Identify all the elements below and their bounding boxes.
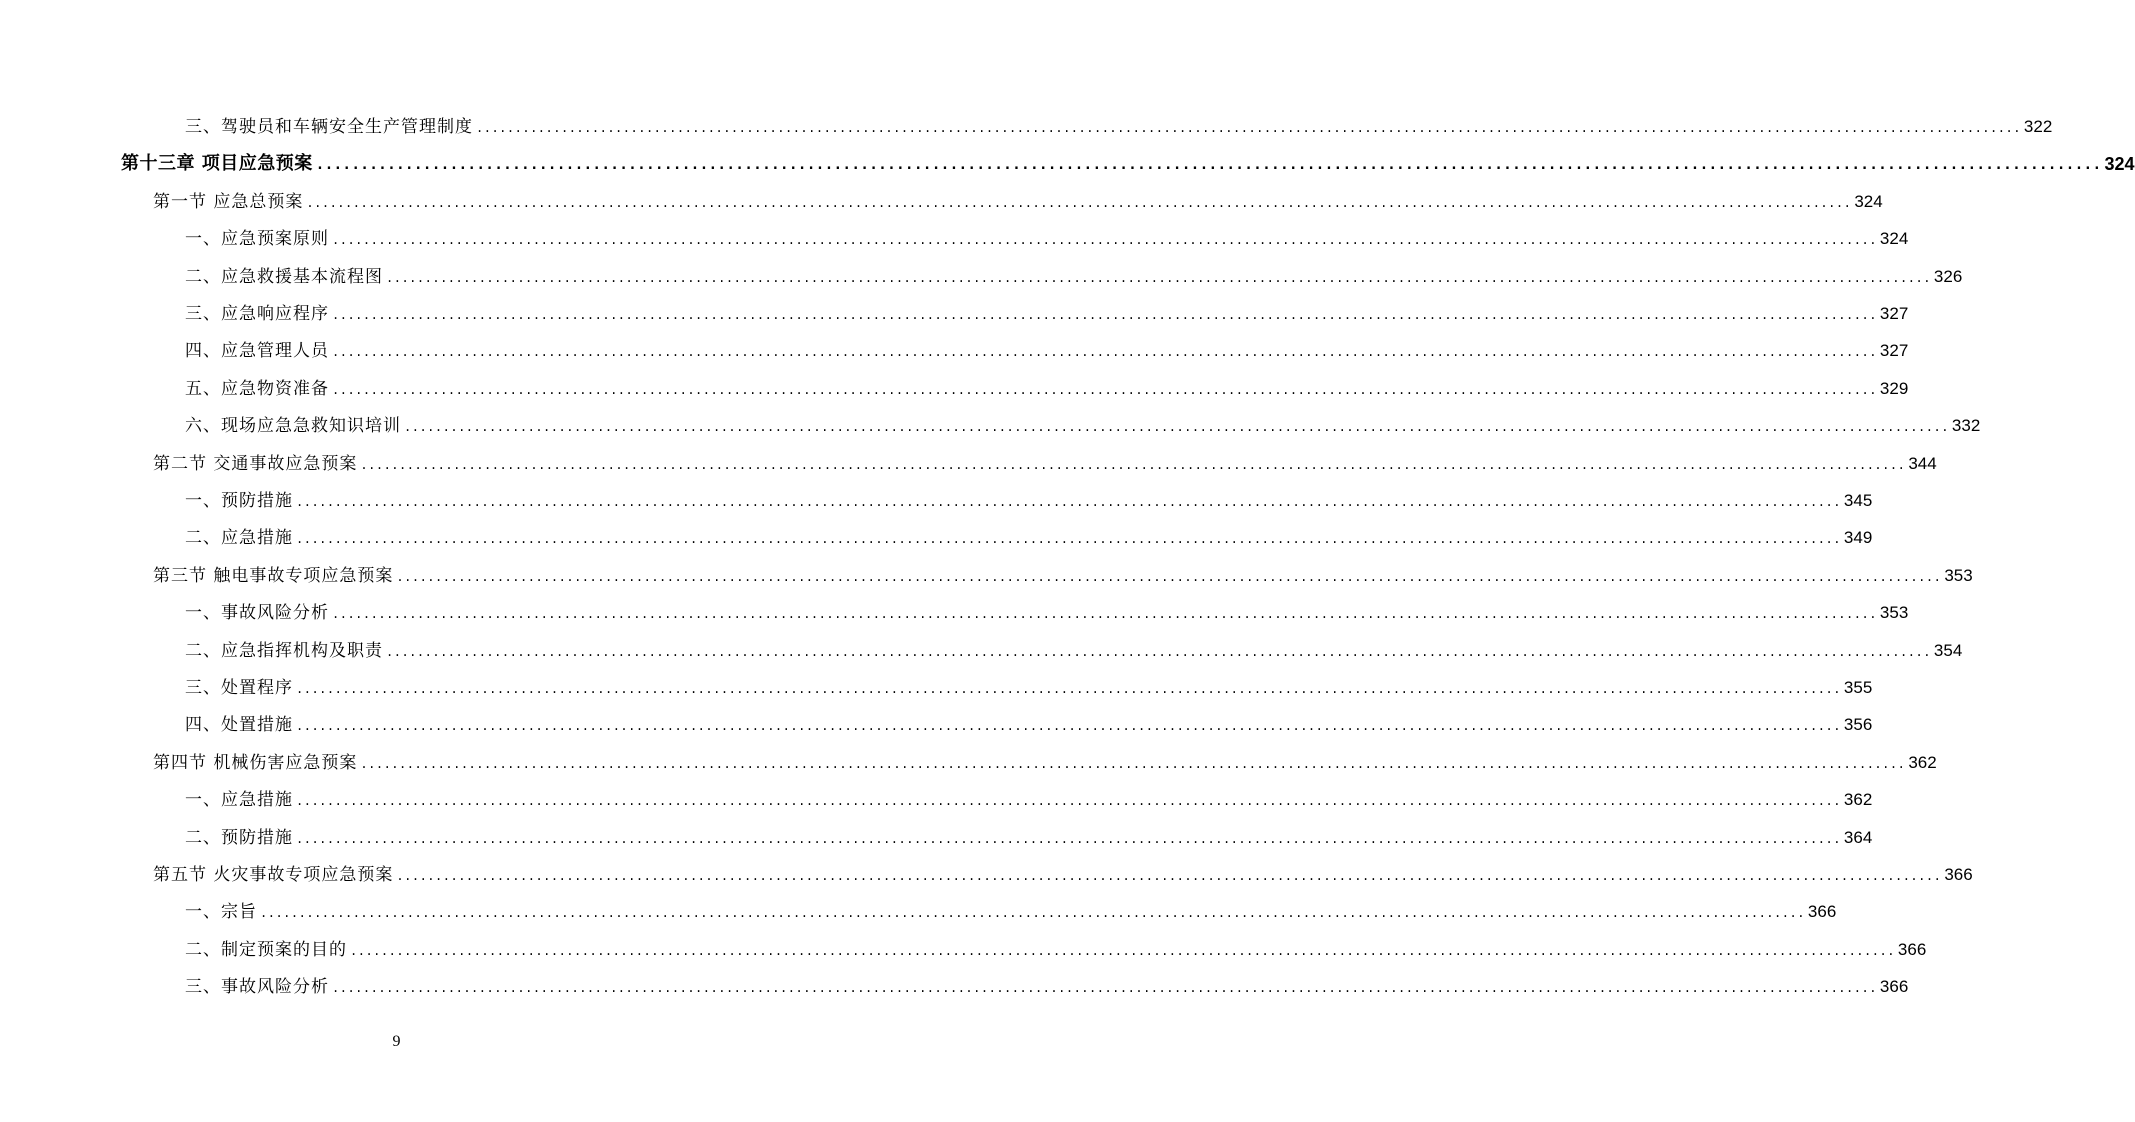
dot-leader: ........................................................................................................................................................................................................ bbox=[332, 607, 1877, 622]
dot-leader: ........................................................................................................................................................................................................ bbox=[332, 981, 1877, 996]
toc-entry[interactable] bbox=[185, 661, 1873, 698]
toc-entry-page: 354 bbox=[1933, 640, 1963, 660]
dot-leader: ........................................................................................................................................................................................................ bbox=[306, 195, 1852, 210]
toc-entry[interactable] bbox=[153, 437, 1937, 474]
toc-entry[interactable] bbox=[153, 736, 1937, 773]
toc-entry-title: 三、驾驶员和车辆安全生产管理制度 bbox=[185, 117, 473, 137]
toc-entry-page: 356 bbox=[1843, 715, 1873, 735]
toc-entry[interactable] bbox=[185, 212, 1909, 250]
toc-entry-title: 二、应急措施 bbox=[185, 528, 293, 549]
dot-leader: ........................................................................................................................................................................................................ bbox=[476, 121, 2021, 135]
toc-entry-title: 第三节 触电事故专项应急预案 bbox=[153, 565, 394, 586]
dot-leader: ........................................................................................................................................................................................................ bbox=[315, 157, 2102, 174]
toc-entry-title: 一、应急措施 bbox=[185, 790, 293, 811]
toc-entry-title: 三、应急响应程序 bbox=[185, 304, 329, 324]
toc-entry-page: 324 bbox=[1854, 191, 1883, 211]
dot-leader: ........................................................................................................................................................................................................ bbox=[296, 794, 1841, 809]
toc-entry[interactable] bbox=[185, 923, 1927, 960]
toc-entry-title: 二、制定预案的目的 bbox=[185, 939, 347, 960]
toc-entry[interactable] bbox=[185, 885, 1837, 923]
toc-entry-page: 344 bbox=[1908, 453, 1937, 473]
dot-leader: ........................................................................................................................................................................................................ bbox=[296, 682, 1841, 696]
toc-entry-page: 366 bbox=[1807, 902, 1837, 922]
toc-entry-title: 一、宗旨 bbox=[185, 902, 257, 923]
toc-entry-page: 327 bbox=[1879, 341, 1909, 361]
dot-leader: ........................................................................................................................................................................................................ bbox=[332, 308, 1877, 322]
toc-entry[interactable] bbox=[185, 474, 1873, 511]
toc-entry-title: 四、处置措施 bbox=[185, 715, 293, 736]
toc-entry-title: 六、现场应急急救知识培训 bbox=[185, 416, 401, 437]
dot-leader: ........................................................................................................................................................................................................ bbox=[360, 756, 1906, 771]
toc-entry[interactable] bbox=[153, 549, 1973, 586]
toc-entry-title: 二、应急指挥机构及职责 bbox=[185, 640, 383, 661]
toc-entry-title: 二、应急救援基本流程图 bbox=[185, 266, 383, 287]
dot-leader: ........................................................................................................................................................................................................ bbox=[350, 943, 1895, 958]
toc-entry[interactable] bbox=[185, 324, 1909, 362]
dot-leader: ........................................................................................................................................................................................................ bbox=[386, 644, 1931, 659]
toc-entry-page: 366 bbox=[1897, 939, 1927, 959]
dot-leader: ........................................................................................................................................................................................................ bbox=[296, 831, 1841, 846]
toc-entry-page: 366 bbox=[1879, 977, 1909, 997]
toc-entry[interactable] bbox=[185, 287, 1909, 324]
toc-entry-title: 三、处置程序 bbox=[185, 678, 293, 698]
toc-entry-page: 366 bbox=[1944, 865, 1973, 884]
toc-entry-page: 345 bbox=[1843, 491, 1873, 510]
toc-entry-page: 326 bbox=[1933, 266, 1963, 286]
toc-entry-title: 五、应急物资准备 bbox=[185, 378, 329, 399]
dot-leader: ........................................................................................................................................................................................................ bbox=[396, 569, 1942, 584]
toc-entry-page: 322 bbox=[2023, 117, 2053, 136]
toc-entry-page: 353 bbox=[1944, 565, 1973, 585]
page-number: 9 bbox=[392, 1033, 401, 1050]
dot-leader: ........................................................................................................................................................................................................ bbox=[360, 457, 1906, 472]
toc-entry-title: 四、应急管理人员 bbox=[185, 341, 329, 362]
dot-leader: ........................................................................................................................................................................................................ bbox=[332, 233, 1877, 248]
toc-entry-title: 第二节 交通事故应急预案 bbox=[153, 453, 358, 474]
toc-entry-page: 329 bbox=[1879, 378, 1909, 398]
toc-entry-title: 第一节 应急总预案 bbox=[153, 191, 304, 212]
toc-entry-title: 第十三章 项目应急预案 bbox=[121, 153, 313, 175]
dot-leader: ........................................................................................................................................................................................................ bbox=[296, 719, 1841, 734]
toc-entry-title: 一、预防措施 bbox=[185, 491, 293, 511]
toc-entry-page: 327 bbox=[1879, 304, 1909, 323]
toc-entry-title: 一、应急预案原则 bbox=[185, 229, 329, 250]
toc-entry-page: 349 bbox=[1843, 528, 1873, 548]
toc-entry[interactable] bbox=[153, 175, 1883, 212]
toc-entry[interactable] bbox=[185, 586, 1909, 624]
toc-entry[interactable] bbox=[185, 511, 1873, 549]
toc-entry-page: 362 bbox=[1908, 752, 1937, 772]
toc-entry-title: 第五节 火灾事故专项应急预案 bbox=[153, 865, 394, 885]
toc-entry[interactable] bbox=[185, 399, 1981, 437]
toc-entry-title: 二、预防措施 bbox=[185, 827, 293, 848]
toc-entry[interactable] bbox=[185, 624, 1963, 661]
toc-entry-page: 324 bbox=[2104, 154, 2135, 175]
toc-entry[interactable] bbox=[185, 698, 1873, 736]
toc-entry-page: 355 bbox=[1843, 678, 1873, 697]
toc-entry-title: 第四节 机械伤害应急预案 bbox=[153, 752, 358, 773]
dot-leader: ........................................................................................................................................................................................................ bbox=[404, 420, 1949, 435]
toc-entry-page: 324 bbox=[1879, 229, 1909, 249]
toc-entry-title: 三、事故风险分析 bbox=[185, 977, 329, 998]
toc-entry-page: 362 bbox=[1843, 790, 1873, 810]
dot-leader: ........................................................................................................................................................................................................ bbox=[332, 345, 1877, 360]
toc-entry[interactable] bbox=[121, 137, 2135, 175]
toc-entry-page: 353 bbox=[1879, 603, 1909, 623]
toc-entry[interactable] bbox=[185, 811, 1873, 848]
dot-leader: ........................................................................................................................................................................................................ bbox=[260, 906, 1805, 921]
toc-entry-page: 332 bbox=[1951, 416, 1981, 436]
dot-leader: ........................................................................................................................................................................................................ bbox=[396, 869, 1942, 883]
toc-entry[interactable] bbox=[185, 960, 1909, 998]
toc-entry[interactable] bbox=[185, 100, 2053, 137]
toc-entry[interactable] bbox=[185, 250, 1963, 287]
dot-leader: ........................................................................................................................................................................................................ bbox=[386, 270, 1931, 285]
dot-leader: ........................................................................................................................................................................................................ bbox=[332, 382, 1877, 397]
dot-leader: ........................................................................................................................................................................................................ bbox=[296, 495, 1841, 509]
toc-entry[interactable] bbox=[153, 848, 1973, 885]
toc-entry-title: 一、事故风险分析 bbox=[185, 603, 329, 624]
dot-leader: ........................................................................................................................................................................................................ bbox=[296, 532, 1841, 547]
toc-entry-page: 364 bbox=[1843, 827, 1873, 847]
toc-entry[interactable] bbox=[185, 362, 1909, 399]
toc-entry[interactable] bbox=[185, 773, 1873, 811]
